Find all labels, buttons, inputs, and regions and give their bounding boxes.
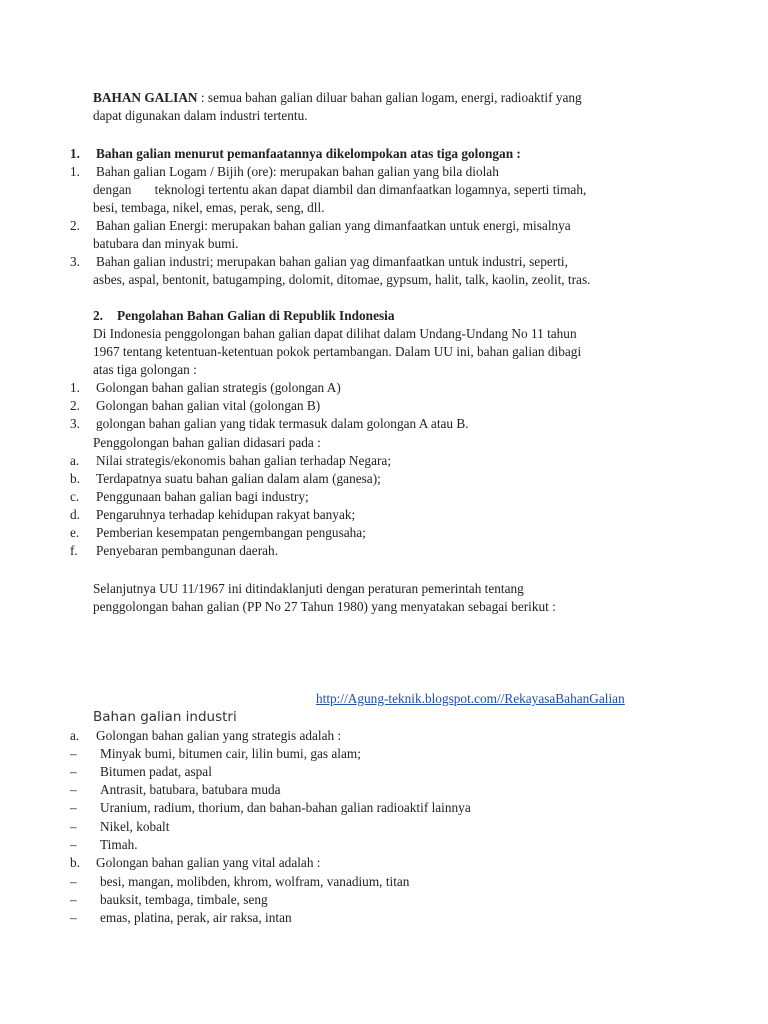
list-item: golongan bahan galian yang tidak termasuk dalam golongan A atau B.: [96, 416, 469, 431]
list-item-line: besi, tembaga, nikel, emas, perak, seng, dll.: [93, 200, 325, 215]
list-marker: 3.: [70, 416, 80, 431]
figure-caption: Bahan galian industri: [93, 709, 237, 725]
section2-heading: Pengolahan Bahan Galian di Republik Indonesia: [117, 308, 395, 323]
list-marker: 2.: [70, 218, 80, 233]
paragraph-line: Di Indonesia penggolongan bahan galian dapat dilihat dalam Undang-Undang No 11 tahun: [93, 326, 577, 341]
list-item: emas, platina, perak, air raksa, intan: [100, 910, 292, 925]
list-item: Nikel, kobalt: [100, 819, 170, 834]
list-marker: c.: [70, 489, 80, 504]
list-marker: 1.: [70, 164, 80, 179]
list-item-line: Bahan galian industri; merupakan bahan galian yag dimanfaatkan untuk industri, seperti,: [96, 254, 568, 269]
basis-intro: Penggolongan bahan galian didasari pada :: [93, 435, 321, 450]
dash-marker: –: [70, 874, 77, 889]
list-marker: 2.: [70, 398, 80, 413]
list-marker: e.: [70, 525, 80, 540]
list-item-line: Bahan galian Energi: merupakan bahan galian yang dimanfaatkan untuk energi, misalnya: [96, 218, 571, 233]
list-item: Bitumen padat, aspal: [100, 764, 212, 779]
paragraph-line: penggolongan bahan galian (PP No 27 Tahun 1980) yang menyatakan sebagai berikut :: [93, 599, 556, 614]
list-item-line: asbes, aspal, bentonit, batugamping, dolomit, ditomae, gypsum, halit, talk, kaolin, zeolit, tras.: [93, 272, 591, 287]
list-marker: 3.: [70, 254, 80, 269]
section1-number: 1.: [70, 146, 80, 161]
list-marker: a.: [70, 728, 80, 743]
source-link[interactable]: http://Agung-teknik.blogspot.com//RekayasaBahanGalian: [316, 691, 625, 706]
list-item: Pengaruhnya terhadap kehidupan rakyat banyak;: [96, 507, 356, 522]
list-item-line: dengan teknologi tertentu akan dapat diambil dan dimanfaatkan logamnya, seperti timah,: [93, 182, 587, 197]
list-item: Pemberian kesempatan pengembangan pengusaha;: [96, 525, 366, 540]
list-item: Terdapatnya suatu bahan galian dalam alam (ganesa);: [96, 471, 381, 486]
intro-line-1: [93, 89, 582, 107]
dash-marker: –: [70, 910, 77, 925]
list-marker: b.: [70, 471, 80, 486]
section1-heading: Bahan galian menurut pemanfaatannya dikelompokan atas tiga golongan :: [96, 146, 521, 161]
intro-line-2: dapat digunakan dalam industri tertentu.: [93, 108, 308, 123]
dash-marker: –: [70, 837, 77, 852]
list-item: Golongan bahan galian vital (golongan B): [96, 398, 321, 413]
dash-marker: –: [70, 782, 77, 797]
list-marker: d.: [70, 507, 80, 522]
classification-b-heading: Golongan bahan galian yang vital adalah :: [96, 855, 321, 870]
list-marker: f.: [70, 543, 78, 558]
list-item: Nilai strategis/ekonomis bahan galian terhadap Negara;: [96, 453, 392, 468]
classification-a-heading: Golongan bahan galian yang strategis adalah :: [96, 728, 342, 743]
intro-term: BAHAN GALIAN: [93, 90, 198, 105]
list-item: Penggunaan bahan galian bagi industry;: [96, 489, 309, 504]
dash-marker: –: [70, 892, 77, 907]
dash-marker: –: [70, 746, 77, 761]
section2-number: 2.: [93, 308, 103, 323]
paragraph-line: 1967 tentang ketentuan-ketentuan pokok pertambangan. Dalam UU ini, bahan galian dibagi: [93, 344, 582, 359]
list-item: bauksit, tembaga, timbale, seng: [100, 892, 268, 907]
list-item: Uranium, radium, thorium, dan bahan-bahan galian radioaktif lainnya: [100, 800, 471, 815]
dash-marker: –: [70, 800, 77, 815]
paragraph-line: atas tiga golongan :: [93, 362, 197, 377]
list-item: Antrasit, batubara, batubara muda: [100, 782, 281, 797]
list-marker: a.: [70, 453, 80, 468]
dash-marker: –: [70, 819, 77, 834]
list-marker: 1.: [70, 380, 80, 395]
list-item: Penyebaran pembangunan daerah.: [96, 543, 279, 558]
intro-definition: : semua bahan galian diluar bahan galian logam, energi, radioaktif yang: [197, 90, 582, 105]
list-item-line: batubara dan minyak bumi.: [93, 236, 239, 251]
paragraph-line: Selanjutnya UU 11/1967 ini ditindaklanjuti dengan peraturan pemerintah tentang: [93, 581, 524, 596]
dash-marker: –: [70, 764, 77, 779]
list-item-line: Bahan galian Logam / Bijih (ore): merupakan bahan galian yang bila diolah: [96, 164, 499, 179]
list-marker: b.: [70, 855, 80, 870]
list-item: Golongan bahan galian strategis (golongan A): [96, 380, 341, 395]
list-item: besi, mangan, molibden, khrom, wolfram, vanadium, titan: [100, 874, 410, 889]
list-item: Minyak bumi, bitumen cair, lilin bumi, gas alam;: [100, 746, 361, 761]
list-item: Timah.: [100, 837, 138, 852]
